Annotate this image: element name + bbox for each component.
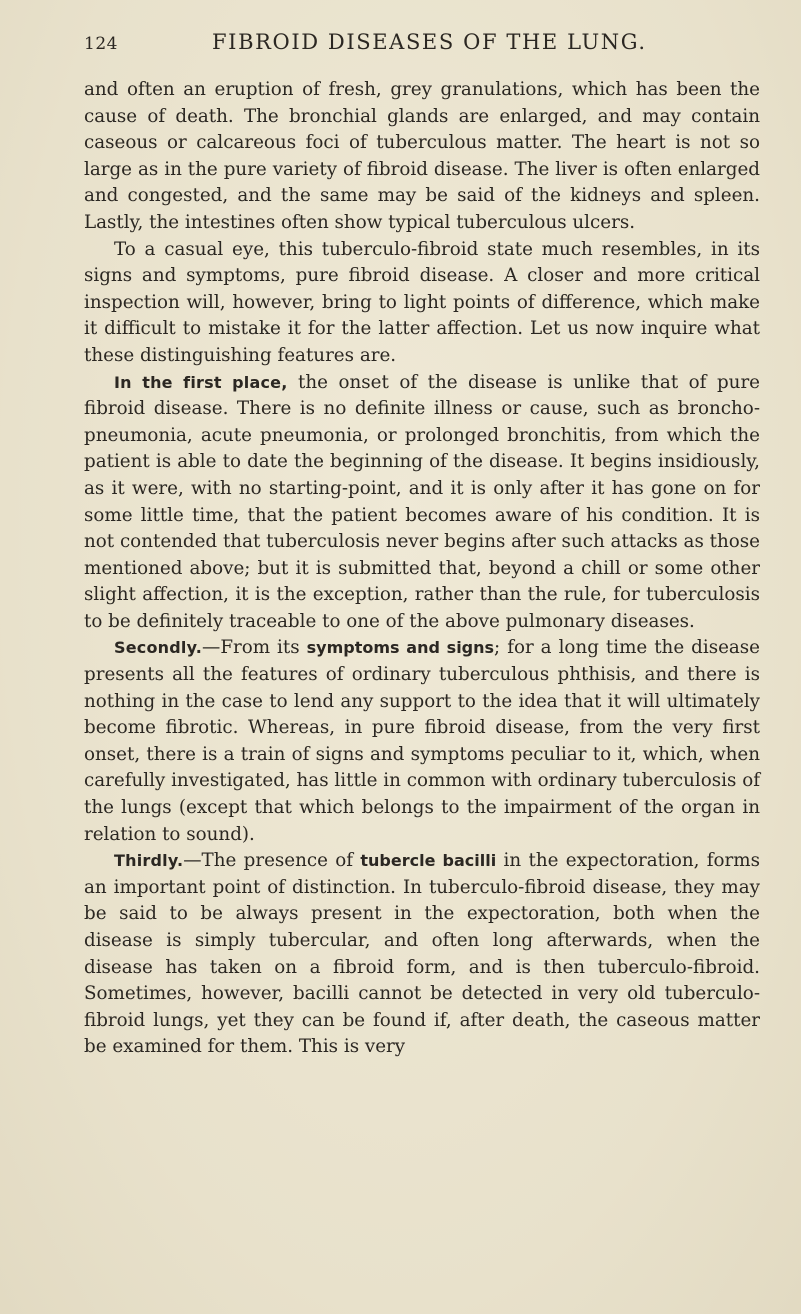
paragraph-secondly-text-b: ; for a long time the disease presents all the features of ordinary tuberculous phthisis, and there is nothing in the case to lend any support to the idea that it will ultimately become fibrotic. Whereas, in pure fibroid disease, from the very first onset, there is a train of signs and symptoms peculiar to it, which, when carefully investigated, has little in common with ordinary tuberculosis of the lungs (except that which belongs to the impairment of the organ in relation to sound). bbox=[84, 637, 760, 845]
paragraph-thirdly-text-a: —The presence of bbox=[183, 850, 361, 872]
emphasis-tubercle-bacilli: tubercle bacilli bbox=[360, 851, 497, 871]
paragraph-continuation: and often an eruption of fresh, grey granulations, which has been the cause of death. The bronchial glands are enlarged, and may contain caseous or calcareous foci of tuberculous matter. The heart is not so large as in the pure variety of fibroid disease. The liver is often enlarged and congested, and the same may be said of the kidneys and spleen. Lastly, the intestines often show typical tuberculous ulcers. bbox=[84, 79, 760, 233]
paragraph-thirdly-text-b: in the expectoration, forms an important point of distinction. In tuberculo-fibroid disease, they may be said to be always present in the expectoration, both when the disease is simply tubercular, and often long afterwards, when the disease has taken on a fibroid form, and is then tuberculo-fibroid. Sometimes, however, bacilli cannot be detected in very old tuberculo-fibroid lungs, yet they can be found if, after death, the caseous matter be examined for them. This is very bbox=[84, 850, 760, 1058]
paragraph-secondly bbox=[84, 635, 760, 848]
running-head bbox=[84, 28, 760, 58]
page-number: 124 bbox=[84, 34, 118, 54]
chapter-title: FIBROID DISEASES OF THE LUNG. bbox=[212, 30, 647, 54]
paragraph-first-place bbox=[84, 370, 760, 636]
body-text bbox=[84, 77, 760, 1061]
lead-thirdly: Thirdly. bbox=[114, 851, 184, 871]
emphasis-symptoms-signs: symptoms and signs bbox=[306, 638, 495, 658]
paragraph-casual-eye: To a casual eye, this tuberculo-fibroid state much resembles, in its signs and symptoms, pure fibroid disease. A closer and more critical inspection will, however, bring to light points of difference, which make it difficult to mistake it for the latter affection. Let us now inquire what these distinguishing features are. bbox=[84, 238, 760, 366]
lead-first-place: In the first place, bbox=[114, 372, 288, 392]
lead-secondly: Secondly. bbox=[114, 638, 203, 658]
paragraph-thirdly bbox=[84, 848, 760, 1061]
paragraph-secondly-text-a: —From its bbox=[202, 637, 307, 659]
paragraph-first-place-text: the onset of the disease is unlike that of pure fibroid disease. There is no definite illness or cause, such as broncho-pneumonia, acute pneumonia, or prolonged bronchitis, from which the patient is able to date the beginning of the disease. It begins insidiously, as it were, with no starting-point, and it is only after it has gone on for some little time, that the patient becomes aware of his condition. It is not contended that tuberculosis never begins after such attacks as those mentioned above; but it is submitted that, beyond a chill or some other slight affection, it is the exception, rather than the rule, for tuberculosis to be definitely traceable to one of the above pulmonary diseases. bbox=[84, 371, 760, 632]
